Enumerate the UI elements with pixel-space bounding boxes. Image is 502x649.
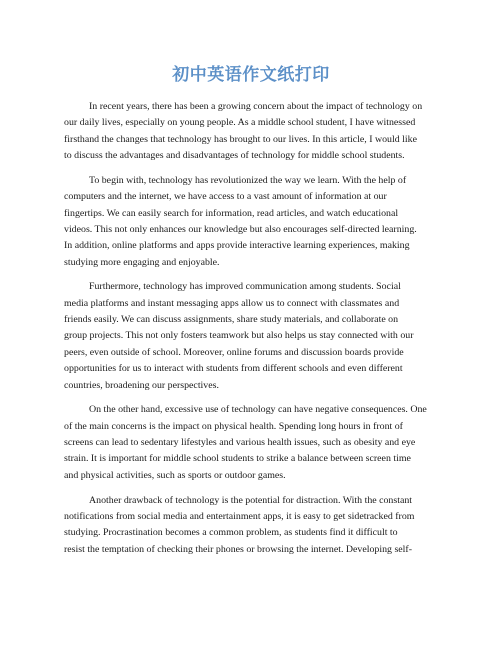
text-line: screens can lead to sedentary lifestyles and various health issues, such as obesity and eye [64, 437, 416, 449]
text-line: fingertips. We can easily search for information, read articles, and watch educational [64, 207, 399, 219]
text-line: firsthand the changes that technology has brought to our lives. In this article, I would like [64, 133, 417, 145]
text-line: Furthermore, technology has improved communication among students. Social [89, 281, 401, 293]
text-line: of the main concerns is the impact on physical health. Spending long hours in front of [64, 420, 403, 432]
text-line: computers and the internet, we have access to a vast amount of information at our [64, 191, 387, 203]
paragraph-1 [64, 99, 444, 164]
text-line: In addition, online platforms and apps provide interactive learning experiences, making [64, 240, 410, 252]
text-line: notifications from social media and entertainment apps, it is easy to get sidetracked from [64, 510, 415, 522]
text-line: our daily lives, especially on young people. As a middle school student, I have witnessed [64, 117, 416, 129]
text-line: strain. It is important for middle school students to strike a balance between screen time [64, 453, 411, 465]
text-line: media platforms and instant messaging apps allow us to connect with classmates and [64, 297, 400, 309]
paragraph-5 [64, 493, 444, 558]
text-line: and physical activities, such as sports or outdoor games. [64, 469, 286, 481]
text-line: studying. Procrastination becomes a common problem, as students find it difficult to [64, 527, 398, 539]
paragraph-4 [64, 402, 444, 484]
text-line: resist the temptation of checking their phones or browsing the internet. Developing self- [64, 543, 413, 555]
text-line: opportunities for us to interact with students from different schools and even different [64, 363, 403, 375]
text-line: On the other hand, excessive use of technology can have negative consequences. One [89, 404, 427, 416]
text-line: countries, broadening our perspectives. [64, 379, 219, 391]
text-line: group projects. This not only fosters teamwork but also helps us stay connected with our [64, 330, 414, 342]
document-title: 初中英语作文纸打印 [172, 65, 330, 85]
text-line: studying more engaging and enjoyable. [64, 256, 220, 268]
text-line: Another drawback of technology is the potential for distraction. With the constant [89, 494, 413, 506]
document-body [64, 99, 444, 566]
text-line: To begin with, technology has revolutionized the way we learn. With the help of [89, 174, 407, 186]
text-line: videos. This not only enhances our knowledge but also encourages self-directed learning. [64, 223, 417, 235]
text-line: to discuss the advantages and disadvantages of technology for middle school students. [64, 150, 405, 162]
text-line: friends easily. We can discuss assignments, share study materials, and collaborate on [64, 314, 399, 326]
text-line: peers, even outside of school. Moreover, online forums and discussion boards provide [64, 346, 404, 358]
paragraph-3 [64, 279, 444, 393]
paragraph-2 [64, 173, 444, 271]
text-line: In recent years, there has been a growing concern about the impact of technology on [89, 101, 423, 112]
